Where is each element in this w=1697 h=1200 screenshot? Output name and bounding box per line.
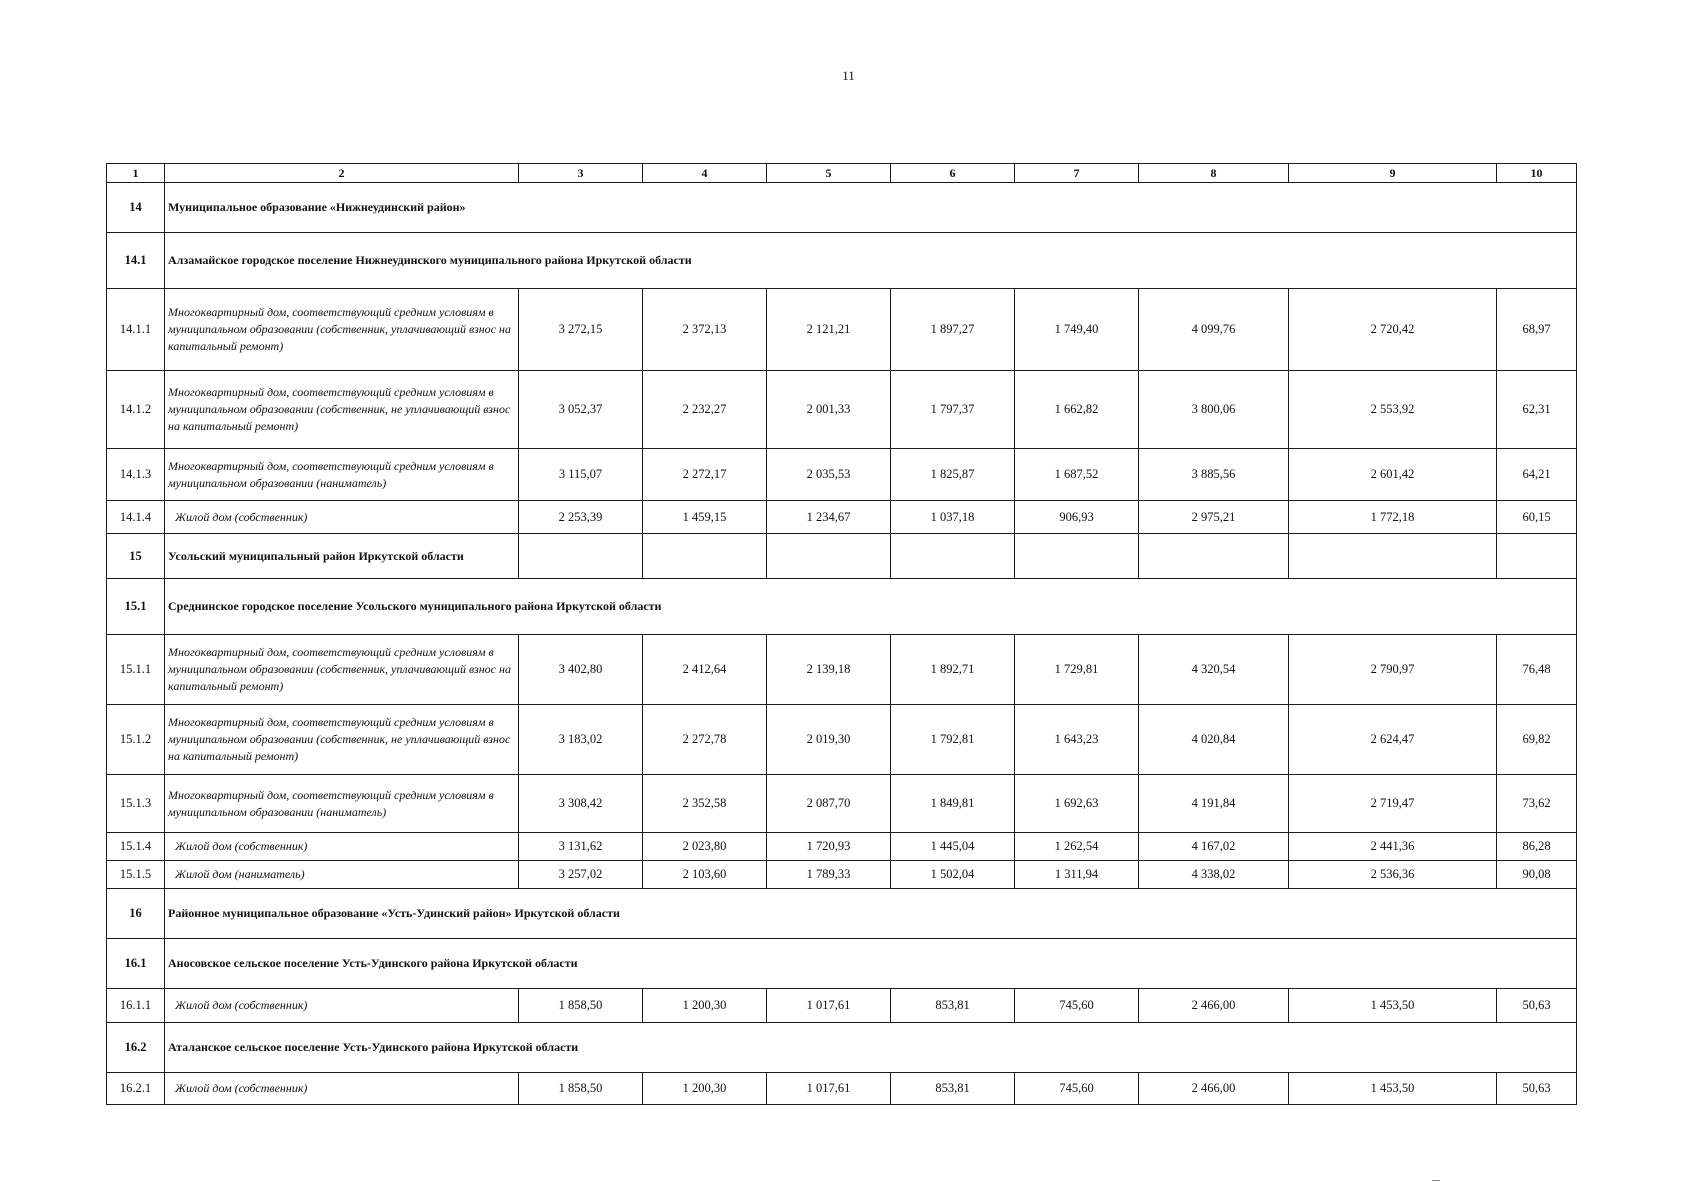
row-description: Жилой дом (собственник) [165, 833, 519, 861]
value-cell: 69,82 [1497, 705, 1577, 775]
table-body [107, 164, 1577, 1105]
value-cell: 2 103,60 [643, 861, 767, 889]
row-number: 15.1.3 [107, 775, 165, 833]
section-title: Муниципальное образование «Нижнеудинский район» [165, 183, 1577, 233]
value-cell: 1 858,50 [519, 1073, 643, 1105]
value-cell: 1 662,82 [1015, 371, 1139, 449]
value-cell: 853,81 [891, 989, 1015, 1023]
row-number: 16.1.1 [107, 989, 165, 1023]
value-cell: 76,48 [1497, 635, 1577, 705]
value-cell: 2 466,00 [1139, 989, 1289, 1023]
value-cell: 2 253,39 [519, 501, 643, 534]
column-header: 8 [1139, 164, 1289, 183]
value-cell: 1 692,63 [1015, 775, 1139, 833]
value-cell: 1 772,18 [1289, 501, 1497, 534]
row-number: 14.1.3 [107, 449, 165, 501]
row-description: Многоквартирный дом, соответствующий средним условиям в муниципальном образовании (наниматель) [165, 449, 519, 501]
section-row [107, 579, 1577, 635]
value-cell: 2 624,47 [1289, 705, 1497, 775]
column-header: 4 [643, 164, 767, 183]
value-cell: 2 019,30 [767, 705, 891, 775]
value-cell: 1 849,81 [891, 775, 1015, 833]
value-cell: 2 139,18 [767, 635, 891, 705]
section-title: Районное муниципальное образование «Усть-Удинский район» Иркутской области [165, 889, 1577, 939]
value-cell: 3 272,15 [519, 289, 643, 371]
value-cell: 2 087,70 [767, 775, 891, 833]
section-row [107, 183, 1577, 233]
row-number: 16 [107, 889, 165, 939]
value-cell: 3 052,37 [519, 371, 643, 449]
value-cell: 3 308,42 [519, 775, 643, 833]
row-number: 14.1.2 [107, 371, 165, 449]
empty-cell [891, 534, 1015, 579]
value-cell: 1 017,61 [767, 1073, 891, 1105]
value-cell: 2 272,78 [643, 705, 767, 775]
value-cell: 1 453,50 [1289, 989, 1497, 1023]
row-number: 15.1.4 [107, 833, 165, 861]
value-cell: 4 099,76 [1139, 289, 1289, 371]
row-number: 16.1 [107, 939, 165, 989]
value-cell: 3 257,02 [519, 861, 643, 889]
value-cell: 1 502,04 [891, 861, 1015, 889]
section-title: Алзамайское городское поселение Нижнеудинского муниципального района Иркутской области [165, 233, 1577, 289]
value-cell: 4 167,02 [1139, 833, 1289, 861]
table-row [107, 635, 1577, 705]
row-description: Жилой дом (собственник) [165, 1073, 519, 1105]
page-number: 11 [842, 68, 855, 83]
row-number: 14.1.4 [107, 501, 165, 534]
row-number: 15.1 [107, 579, 165, 635]
value-cell: 3 402,80 [519, 635, 643, 705]
value-cell: 1 687,52 [1015, 449, 1139, 501]
value-cell: 64,21 [1497, 449, 1577, 501]
table-row [107, 861, 1577, 889]
column-header: 10 [1497, 164, 1577, 183]
value-cell: 1 262,54 [1015, 833, 1139, 861]
section-row [107, 939, 1577, 989]
value-cell: 4 338,02 [1139, 861, 1289, 889]
section-title: Среднинское городское поселение Усольского муниципального района Иркутской области [165, 579, 1577, 635]
value-cell: 1 858,50 [519, 989, 643, 1023]
value-cell: 2 719,47 [1289, 775, 1497, 833]
value-cell: 60,15 [1497, 501, 1577, 534]
section-row [107, 1023, 1577, 1073]
value-cell: 1 017,61 [767, 989, 891, 1023]
value-cell: 1 897,27 [891, 289, 1015, 371]
value-cell: 2 372,13 [643, 289, 767, 371]
empty-cell [519, 534, 643, 579]
value-cell: 2 553,92 [1289, 371, 1497, 449]
row-number: 16.2 [107, 1023, 165, 1073]
value-cell: 1 729,81 [1015, 635, 1139, 705]
value-cell: 3 131,62 [519, 833, 643, 861]
row-number: 15.1.1 [107, 635, 165, 705]
value-cell: 2 232,27 [643, 371, 767, 449]
value-cell: 1 200,30 [643, 989, 767, 1023]
table-row [107, 989, 1577, 1023]
row-number: 14.1 [107, 233, 165, 289]
section-row [107, 534, 1577, 579]
row-description: Жилой дом (наниматель) [165, 861, 519, 889]
table-row [107, 833, 1577, 861]
value-cell: 2 720,42 [1289, 289, 1497, 371]
column-header: 9 [1289, 164, 1497, 183]
row-description: Многоквартирный дом, соответствующий средним условиям в муниципальном образовании (наниматель) [165, 775, 519, 833]
row-number: 14.1.1 [107, 289, 165, 371]
section-title: Аталанское сельское поселение Усть-Удинского района Иркутской области [165, 1023, 1577, 1073]
value-cell: 2 121,21 [767, 289, 891, 371]
value-cell: 3 800,06 [1139, 371, 1289, 449]
value-cell: 1 892,71 [891, 635, 1015, 705]
section-row [107, 889, 1577, 939]
value-cell: 1 459,15 [643, 501, 767, 534]
section-title: Аносовское сельское поселение Усть-Удинского района Иркутской области [165, 939, 1577, 989]
value-cell: 853,81 [891, 1073, 1015, 1105]
row-description: Жилой дом (собственник) [165, 501, 519, 534]
row-number: 14 [107, 183, 165, 233]
row-number: 15.1.5 [107, 861, 165, 889]
value-cell: 1 037,18 [891, 501, 1015, 534]
scan-mark [1432, 1180, 1440, 1181]
empty-cell [1289, 534, 1497, 579]
value-cell: 73,62 [1497, 775, 1577, 833]
empty-cell [1497, 534, 1577, 579]
value-cell: 2 601,42 [1289, 449, 1497, 501]
value-cell: 2 001,33 [767, 371, 891, 449]
value-cell: 86,28 [1497, 833, 1577, 861]
value-cell: 1 445,04 [891, 833, 1015, 861]
table-row [107, 705, 1577, 775]
value-cell: 3 183,02 [519, 705, 643, 775]
column-header: 5 [767, 164, 891, 183]
value-cell: 745,60 [1015, 1073, 1139, 1105]
tariff-table [106, 163, 1577, 1105]
value-cell: 2 975,21 [1139, 501, 1289, 534]
value-cell: 50,63 [1497, 989, 1577, 1023]
table-row [107, 501, 1577, 534]
table-row [107, 371, 1577, 449]
value-cell: 90,08 [1497, 861, 1577, 889]
value-cell: 3 115,07 [519, 449, 643, 501]
value-cell: 4 320,54 [1139, 635, 1289, 705]
value-cell: 745,60 [1015, 989, 1139, 1023]
value-cell: 1 311,94 [1015, 861, 1139, 889]
value-cell: 1 200,30 [643, 1073, 767, 1105]
value-cell: 2 466,00 [1139, 1073, 1289, 1105]
row-description: Многоквартирный дом, соответствующий средним условиям в муниципальном образовании (собственник, не уплачивающий взнос на капитальный ремонт) [165, 705, 519, 775]
value-cell: 2 352,58 [643, 775, 767, 833]
value-cell: 1 453,50 [1289, 1073, 1497, 1105]
value-cell: 2 412,64 [643, 635, 767, 705]
value-cell: 2 272,17 [643, 449, 767, 501]
value-cell: 4 191,84 [1139, 775, 1289, 833]
column-header: 3 [519, 164, 643, 183]
value-cell: 1 720,93 [767, 833, 891, 861]
value-cell: 906,93 [1015, 501, 1139, 534]
table-row [107, 1073, 1577, 1105]
section-row [107, 233, 1577, 289]
value-cell: 1 797,37 [891, 371, 1015, 449]
value-cell: 2 790,97 [1289, 635, 1497, 705]
value-cell: 2 441,36 [1289, 833, 1497, 861]
section-title: Усольский муниципальный район Иркутской области [165, 534, 519, 579]
value-cell: 2 035,53 [767, 449, 891, 501]
table-row [107, 289, 1577, 371]
table-row [107, 775, 1577, 833]
value-cell: 1 825,87 [891, 449, 1015, 501]
column-header: 2 [165, 164, 519, 183]
column-header: 7 [1015, 164, 1139, 183]
row-number: 15 [107, 534, 165, 579]
value-cell: 1 749,40 [1015, 289, 1139, 371]
column-header-row [107, 164, 1577, 183]
value-cell: 1 789,33 [767, 861, 891, 889]
row-number: 15.1.2 [107, 705, 165, 775]
value-cell: 3 885,56 [1139, 449, 1289, 501]
value-cell: 4 020,84 [1139, 705, 1289, 775]
empty-cell [1015, 534, 1139, 579]
value-cell: 2 536,36 [1289, 861, 1497, 889]
value-cell: 68,97 [1497, 289, 1577, 371]
value-cell: 1 643,23 [1015, 705, 1139, 775]
empty-cell [643, 534, 767, 579]
row-description: Многоквартирный дом, соответствующий средним условиям в муниципальном образовании (собственник, не уплачивающий взнос на капитальный ремонт) [165, 371, 519, 449]
value-cell: 50,63 [1497, 1073, 1577, 1105]
table-row [107, 449, 1577, 501]
column-header: 1 [107, 164, 165, 183]
value-cell: 2 023,80 [643, 833, 767, 861]
column-header: 6 [891, 164, 1015, 183]
value-cell: 1 792,81 [891, 705, 1015, 775]
empty-cell [767, 534, 891, 579]
row-description: Многоквартирный дом, соответствующий средним условиям в муниципальном образовании (собственник, уплачивающий взнос на капитальный ремонт) [165, 635, 519, 705]
row-description: Многоквартирный дом, соответствующий средним условиям в муниципальном образовании (собственник, уплачивающий взнос на капитальный ремонт) [165, 289, 519, 371]
empty-cell [1139, 534, 1289, 579]
value-cell: 1 234,67 [767, 501, 891, 534]
row-number: 16.2.1 [107, 1073, 165, 1105]
value-cell: 62,31 [1497, 371, 1577, 449]
row-description: Жилой дом (собственник) [165, 989, 519, 1023]
